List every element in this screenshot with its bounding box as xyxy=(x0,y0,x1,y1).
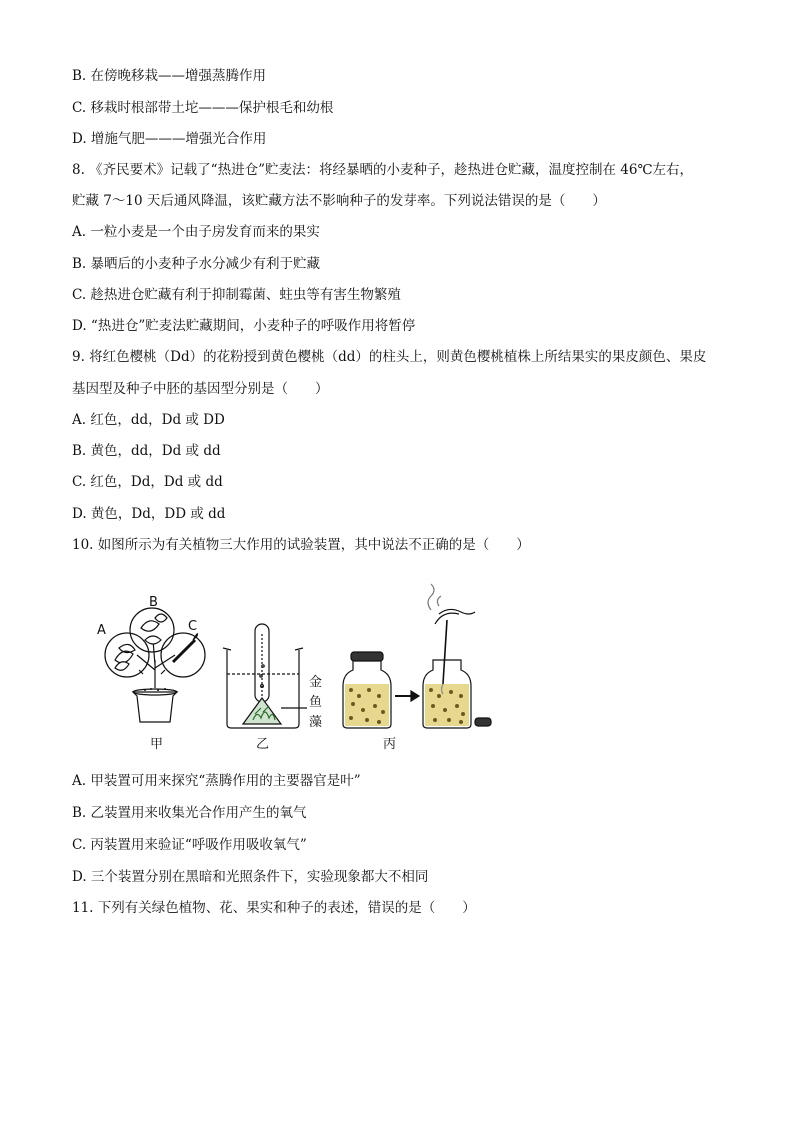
label-yi: 乙 xyxy=(256,737,270,752)
q10-option-b: B. 乙装置用来收集光合作用产生的氧气 xyxy=(72,805,307,821)
q10-option-d: D. 三个装置分别在黑暗和光照条件下，实验现象都大不相同 xyxy=(72,869,429,885)
q11-stem: 11. 下列有关绿色植物、花、果实和种子的表述，错误的是（ ） xyxy=(72,900,476,916)
q10-option-a: A. 甲装置可用来探究“蒸腾作用的主要器官是叶” xyxy=(72,773,361,789)
label-c: C xyxy=(188,619,198,634)
experiment-apparatus-illustration xyxy=(95,595,475,760)
q7-option-c: C. 移栽时根部带土坨———保护根毛和幼根 xyxy=(72,100,334,116)
q8-stem-line2: 贮藏 7～10 天后通风降温，该贮藏方法不影响种子的发芽率。下列说法错误的是（ ） xyxy=(72,193,606,209)
q9-option-d: D. 黄色，Dd，DD 或 dd xyxy=(72,506,226,522)
label-bing: 丙 xyxy=(383,737,397,752)
q9-option-c: C. 红色，Dd，Dd 或 dd xyxy=(72,474,223,490)
apparatus-yi xyxy=(223,624,307,728)
q10-stem: 10. 如图所示为有关植物三大作用的试验装置，其中说法不正确的是（ ） xyxy=(72,537,530,553)
label-waterweed-1: 金 xyxy=(309,675,323,690)
label-waterweed-2: 鱼 xyxy=(309,695,323,710)
q8-stem-line1: 8. 《齐民要术》记载了“热进仓”贮麦法：将经暴晒的小麦种子，趁热进仓贮藏，温度控制在 46℃左右， xyxy=(72,162,694,178)
q8-option-d: D. “热进仓”贮麦法贮藏期间，小麦种子的呼吸作用将暂停 xyxy=(72,318,416,334)
label-b: B xyxy=(149,595,158,610)
q7-option-d: D. 增施气肥———增强光合作用 xyxy=(72,131,267,147)
q8-option-a: A. 一粒小麦是一个由子房发育而来的果实 xyxy=(72,224,320,240)
label-jia: 甲 xyxy=(150,737,164,752)
q7-option-b: B. 在傍晚移栽——增强蒸腾作用 xyxy=(72,68,267,84)
q9-stem-line1: 9. 将红色樱桃（Dd）的花粉授到黄色樱桃（dd）的柱头上，则黄色樱桃植株上所结果实的果皮颜色、果皮 xyxy=(72,349,707,365)
q9-option-a: A. 红色，dd，Dd 或 DD xyxy=(72,412,225,428)
apparatus-bing xyxy=(343,584,491,728)
label-a: A xyxy=(97,623,106,638)
q9-option-b: B. 黄色，dd，Dd 或 dd xyxy=(72,443,221,459)
q8-option-b: B. 暴晒后的小麦种子水分减少有利于贮藏 xyxy=(72,256,321,272)
q10-figure xyxy=(95,595,475,760)
q10-option-c: C. 丙装置用来验证“呼吸作用吸收氧气” xyxy=(72,837,307,853)
q8-option-c: C. 趁热进仓贮藏有利于抑制霉菌、蛀虫等有害生物繁殖 xyxy=(72,287,401,303)
q9-stem-line2: 基因型及种子中胚的基因型分别是（ ） xyxy=(72,381,329,397)
label-waterweed-3: 藻 xyxy=(309,715,323,730)
